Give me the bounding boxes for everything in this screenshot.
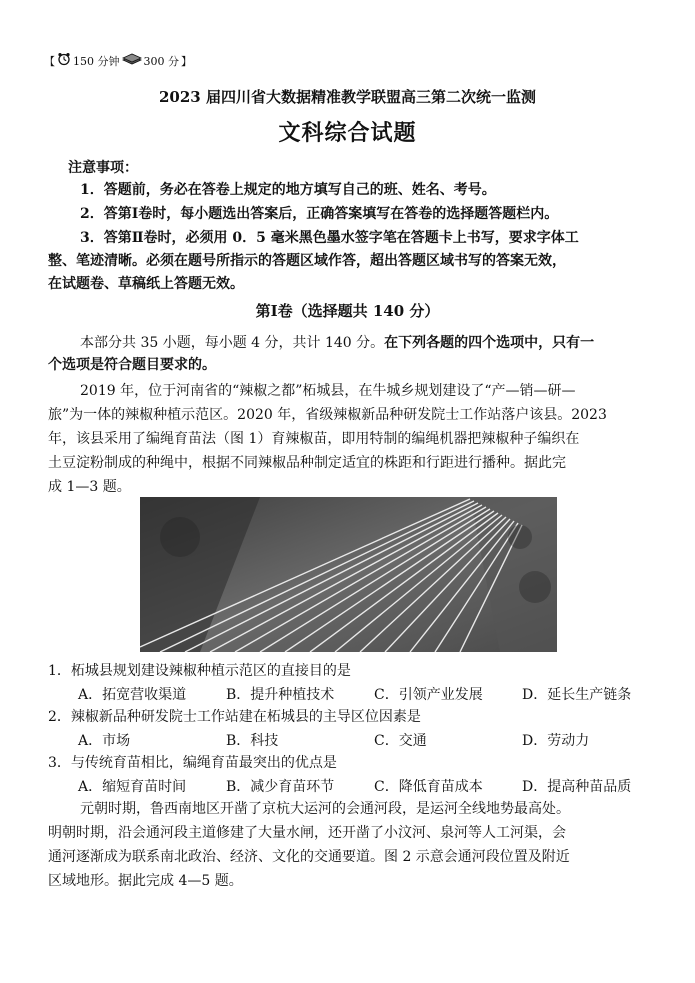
question-options [78,684,631,704]
section-intro [80,332,594,354]
passage-line: 年，该县采用了编绳育苗法（图 1）育辣椒苗，即用特制的编绳机器把辣椒种子编织在 [48,431,580,447]
intro-bold: 在下列各题的四个选项中，只有一 [384,335,595,351]
passage-line: 2019 年，位于河南省的“辣椒之都”柘城县，在牛城乡规划建设了“产—销—研— [80,383,576,399]
option: B．减少育苗环节 [226,779,335,795]
intro-normal: 本部分共 35 小题，每小题 4 分，共计 140 分。 [80,335,385,351]
subject-title: 文科综合试题 [278,120,417,146]
passage-line: 旅”为一体的辣椒种植示范区。2020 年，省级辣椒新品种研发院士工作站落户该县。2023 [48,407,607,423]
option: A．缩短育苗时间 [78,779,187,795]
section-title: 第Ⅰ卷（选择题共 140 分） [255,302,440,320]
passage-line: 通河逐渐成为联系南北政治、经济、文化的交通要道。图 2 示意会通河段位置及附近 [48,849,570,865]
notice-heading: 注意事项： [68,160,138,176]
notice-item: 在试题卷、草稿纸上答题无效。 [48,276,244,292]
passage-line: 元朝时期，鲁西南地区开凿了京杭大运河的会通河段，是运河全线地势最高处。 [80,801,570,817]
option: C．引领产业发展 [374,687,483,703]
option: C．降低育苗成本 [374,779,483,795]
option: A．拓宽营收渠道 [78,687,187,703]
exam-meta [44,52,192,69]
notice-item: 整、笔迹清晰。必须在题号所指示的答题区域作答，超出答题区域书写的答案无效， [48,253,566,269]
option: C．交通 [374,733,427,749]
question-options [78,776,631,796]
question-stem: 3．与传统育苗相比，编绳育苗最突出的优点是 [48,755,337,771]
question-options [78,730,589,750]
option: B．提升种植技术 [226,687,335,703]
exam-title: 2023 届四川省大数据精准教学联盟高三第二次统一监测 [159,88,536,106]
passage-line: 成 1—3 题。 [48,479,131,495]
question-stem: 2．辣椒新品种研发院士工作站建在柘城县的主导区位因素是 [48,709,421,725]
option: D．延长生产链条 [522,687,632,703]
option: D．提高种苗品质 [522,779,632,795]
alarm-clock-icon [57,52,71,69]
question-stem: 1．柘城县规划建设辣椒种植示范区的直接目的是 [48,663,351,679]
passage-line: 土豆淀粉制成的种绳中，根据不同辣椒品种制定适宜的株距和行距进行播种。据此完 [48,455,566,471]
exam-score: 300 分 [143,54,179,68]
open-bracket: 【 [44,54,55,68]
option: A．市场 [78,733,131,749]
passage-line: 区域地形。据此完成 4—5 题。 [48,873,243,889]
passage-line: 明朝时期，沿会通河段主道修建了大量水闸，还开凿了小汶河、泉河等人工河渠，会 [48,825,566,841]
notice-item: 1．答题前，务必在答卷上规定的地方填写自己的班、姓名、考号。 [80,182,496,198]
section-intro-cont: 个选项是符合题目要求的。 [48,357,216,373]
notice-item: 2．答第Ⅰ卷时，每小题选出答案后，正确答案填写在答卷的选择题答题栏内。 [80,206,559,222]
option: D．劳动力 [522,733,590,749]
notice-item: 3．答第Ⅱ卷时，必须用 0．5 毫米黑色墨水签字笔在答题卡上书写，要求字体工 [80,230,579,246]
book-icon [122,53,142,68]
seed-rope-photo [140,497,557,652]
close-bracket: 】 [181,54,192,68]
exam-time: 150 分钟 [73,54,120,68]
option: B．科技 [226,733,279,749]
